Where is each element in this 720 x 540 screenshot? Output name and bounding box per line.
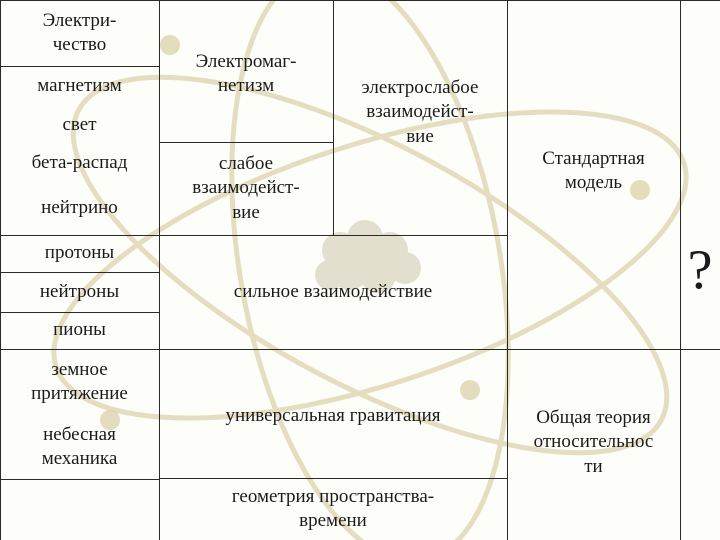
weak-interaction-cell: слабое взаимодейст- вие (192, 153, 300, 223)
electroweak-cell: электрослабое взаимодейст- вие (361, 77, 479, 147)
protons-cell: протоны (44, 242, 115, 264)
electricity-cell: Электри- чество (42, 9, 117, 55)
neutrons-cell: нейтроны (39, 280, 120, 302)
earth-gravity-cell: земное притяжение (31, 358, 128, 404)
electromagnetism-cell: Электромаг- нетизм (195, 50, 297, 96)
beta-decay-cell: бета-распад (31, 151, 128, 173)
question-mark: ? (687, 239, 713, 301)
strong-interaction-cell: сильное взаимодействие (233, 280, 433, 302)
pions-cell: пионы (53, 319, 106, 341)
neutrino-cell: нейтрино (41, 197, 118, 219)
standard-model-cell: Стандартная модель (542, 148, 645, 194)
general-relativity-cell: Общая теория относительнос ти (533, 407, 654, 477)
universal-gravitation-cell: универсальная гравитация (225, 405, 441, 426)
celestial-mechanics-cell: небесная механика (41, 423, 118, 469)
magnetism-cell: магнетизм (37, 74, 122, 96)
light-cell: свет (62, 113, 97, 135)
spacetime-geometry-cell: геометрия пространства- времени (231, 485, 435, 531)
divider-line (0, 479, 159, 480)
